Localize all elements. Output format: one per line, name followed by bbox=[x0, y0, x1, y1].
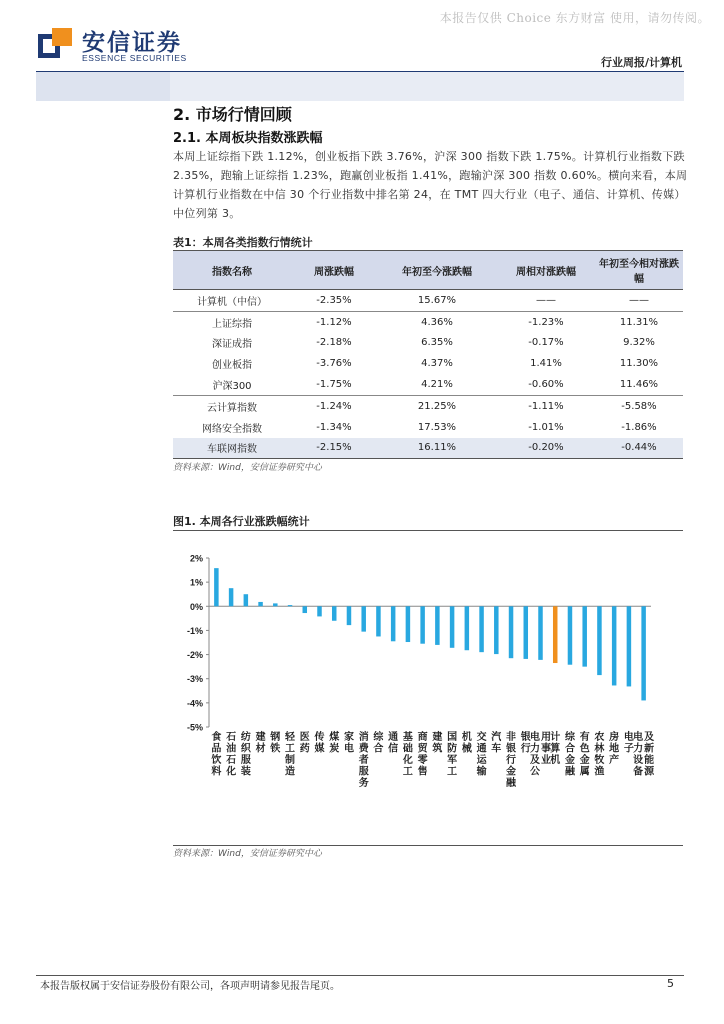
report-type: 行业周报/计算机 bbox=[600, 56, 682, 69]
bar-家电 bbox=[347, 606, 352, 625]
x-tick-label: 国防军工 bbox=[447, 732, 458, 778]
logo-text-en: ESSENCE SECURITIES bbox=[82, 53, 187, 63]
figure-source: 资料来源：Wind，安信证券研究中心 bbox=[173, 849, 322, 859]
y-tick-label: -1% bbox=[186, 625, 203, 636]
table-cell: 6.35% bbox=[421, 337, 453, 349]
bar-电子 bbox=[627, 606, 632, 686]
x-tick-label: 食品饮料 bbox=[211, 732, 222, 778]
page-number: 5 bbox=[667, 977, 674, 990]
table-row bbox=[173, 395, 683, 416]
x-tick-label: 商贸零售 bbox=[417, 732, 428, 778]
table-cell: 11.30% bbox=[619, 358, 659, 370]
bar-非银行金融 bbox=[509, 606, 514, 658]
table-header-cell: 周相对涨跌幅 bbox=[497, 251, 595, 290]
y-tick-label: 2% bbox=[189, 553, 203, 564]
bar-基础化工 bbox=[406, 606, 411, 642]
table-cell: —— bbox=[595, 290, 683, 312]
x-tick-label: 综合金融 bbox=[564, 732, 575, 778]
footer-disclaimer: 本报告版权属于安信证券股份有限公司，各项声明请参见报告尾页。 bbox=[40, 981, 340, 992]
table-cell: -1.23% bbox=[528, 316, 564, 328]
bar-纺织服装 bbox=[244, 594, 249, 606]
bar-建材 bbox=[258, 602, 263, 606]
table-cell: 9.32% bbox=[623, 337, 655, 349]
table-row bbox=[173, 374, 683, 395]
x-tick-label: 计算机 bbox=[550, 732, 561, 766]
bar-消费者服务 bbox=[361, 606, 366, 631]
table-cell: 11.46% bbox=[595, 374, 683, 395]
x-tick-label: 轻工制造 bbox=[285, 732, 296, 778]
bar-机械 bbox=[465, 606, 470, 650]
bar-综合 bbox=[376, 606, 381, 636]
bar-综合金融 bbox=[568, 606, 573, 664]
table-cell: -1.11% bbox=[528, 400, 564, 412]
table-cell: 网络安全指数 bbox=[202, 423, 262, 435]
x-tick-label: 房地产 bbox=[609, 732, 620, 766]
table-cell: 云计算指数 bbox=[207, 402, 257, 414]
bar-石油石化 bbox=[229, 588, 234, 606]
table-cell: 11.31% bbox=[619, 316, 659, 328]
bar-计算机 bbox=[553, 606, 558, 663]
table-cell: -0.60% bbox=[497, 374, 595, 395]
bar-钢铁 bbox=[273, 603, 278, 606]
table-cell: -5.58% bbox=[621, 400, 657, 412]
bar-有色金属 bbox=[582, 606, 587, 666]
x-tick-label: 电力设备及新能源 bbox=[633, 732, 655, 778]
x-tick-label: 电子 bbox=[623, 732, 634, 755]
table-cell: 车联网指数 bbox=[173, 438, 291, 459]
table-cell: 4.36% bbox=[421, 316, 453, 328]
table-header-cell: 周涨跌幅 bbox=[291, 251, 377, 290]
bar-医药 bbox=[303, 606, 308, 613]
table-cell: -0.44% bbox=[595, 438, 683, 459]
table-cell: -3.76% bbox=[316, 358, 352, 370]
footer-divider bbox=[36, 975, 684, 976]
summary-paragraph: 本周上证综指下跌 1.12%，创业板指下跌 3.76%，沪深 300 指数下跌 1.75%。计算机行业指数下跌 2.35%，跑输上证综指 1.23%，跑赢创业板指 1.41%，跑输沪深 300 指数 0.60%。横向来看，本周计算机行业指数在中信 30 个行业指数中排名第 24，在 TMT 四大行业（电子、通信、计算机、传媒）中位列第 3。 bbox=[173, 150, 688, 220]
x-tick-label: 家电 bbox=[343, 732, 354, 755]
x-tick-label: 电力及公用事业 bbox=[530, 732, 551, 778]
table-cell: -1.75% bbox=[291, 374, 377, 395]
table-cell: 4.21% bbox=[377, 374, 497, 395]
x-tick-label: 基础化工 bbox=[402, 732, 413, 778]
essence-logo-icon bbox=[36, 26, 76, 62]
table-header-row bbox=[173, 251, 683, 290]
table-cell: 1.41% bbox=[530, 358, 562, 370]
x-tick-label: 通信 bbox=[388, 732, 399, 755]
header-band bbox=[36, 72, 170, 101]
table-cell: -2.15% bbox=[291, 438, 377, 459]
table-title: 表1：本周各类指数行情统计 bbox=[173, 236, 313, 249]
x-tick-label: 农林牧渔 bbox=[594, 732, 605, 778]
y-tick-label: 0% bbox=[189, 601, 203, 612]
table-cell: -2.18% bbox=[316, 337, 352, 349]
table-source: 资料来源：Wind，安信证券研究中心 bbox=[173, 463, 322, 473]
x-tick-label: 石油石化 bbox=[226, 732, 237, 778]
bar-银行 bbox=[524, 606, 529, 659]
y-tick-label: -4% bbox=[186, 698, 203, 709]
table-row bbox=[173, 417, 683, 438]
x-tick-label: 非银行金融 bbox=[506, 732, 517, 789]
figure-top-rule bbox=[173, 530, 683, 531]
index-performance-table bbox=[173, 250, 683, 459]
table-row bbox=[173, 353, 683, 374]
bar-建筑 bbox=[435, 606, 440, 645]
table-cell: 深证成指 bbox=[212, 339, 252, 351]
x-tick-label: 综合 bbox=[373, 732, 384, 755]
table-cell: -1.24% bbox=[316, 400, 352, 412]
table-cell: 15.67% bbox=[377, 290, 497, 312]
table-cell: 沪深300 bbox=[173, 374, 291, 395]
table-cell: 上证综指 bbox=[212, 318, 252, 330]
table-cell: -2.35% bbox=[291, 290, 377, 312]
y-tick-label: 1% bbox=[189, 577, 203, 588]
table-row bbox=[173, 311, 683, 332]
bar-轻工制造 bbox=[288, 605, 293, 606]
table-cell: —— bbox=[497, 290, 595, 312]
x-tick-label: 银行 bbox=[520, 732, 531, 755]
industry-change-bar-chart bbox=[173, 540, 683, 845]
bar-商贸零售 bbox=[420, 606, 425, 643]
table-cell: -1.34% bbox=[316, 421, 352, 433]
x-tick-label: 医药 bbox=[299, 732, 310, 755]
watermark: 本报告仅供 Choice 东方财富 使用，请勿传阅。 bbox=[439, 11, 710, 25]
x-tick-label: 钢铁 bbox=[270, 732, 281, 755]
x-tick-label: 交通运输 bbox=[476, 732, 487, 778]
bar-传媒 bbox=[317, 606, 322, 616]
bar-电力及公用事业 bbox=[538, 606, 543, 660]
bar-汽车 bbox=[494, 606, 499, 654]
table-cell: 16.11% bbox=[377, 438, 497, 459]
bar-国防军工 bbox=[450, 606, 455, 648]
subsection-heading: 2.1. 本周板块指数涨跌幅 bbox=[173, 131, 323, 146]
bar-食品饮料 bbox=[214, 568, 219, 606]
x-tick-label: 纺织服装 bbox=[240, 732, 251, 778]
x-tick-label: 有色金属 bbox=[579, 732, 590, 778]
y-tick-label: -3% bbox=[186, 674, 203, 685]
table-cell: -1.01% bbox=[528, 421, 564, 433]
table-cell: 21.25% bbox=[417, 400, 457, 412]
bar-交通运输 bbox=[479, 606, 484, 652]
table-row bbox=[173, 333, 683, 354]
x-tick-label: 消费者服务 bbox=[358, 732, 369, 789]
bar-煤炭 bbox=[332, 606, 337, 620]
x-tick-label: 煤炭 bbox=[329, 732, 340, 755]
table-cell: -1.86% bbox=[621, 421, 657, 433]
table-header-cell: 指数名称 bbox=[173, 251, 291, 290]
table-cell: 计算机（中信） bbox=[173, 290, 291, 312]
table-cell: -0.20% bbox=[497, 438, 595, 459]
bar-通信 bbox=[391, 606, 396, 641]
x-tick-label: 传媒 bbox=[314, 732, 325, 755]
table-cell: 17.53% bbox=[417, 421, 457, 433]
bar-电力设备及新能源 bbox=[641, 606, 646, 700]
table-row bbox=[173, 438, 683, 459]
table-header-cell: 年初至今涨跌幅 bbox=[377, 251, 497, 290]
table-row bbox=[173, 290, 683, 312]
figure-title: 图1. 本周各行业涨跌幅统计 bbox=[173, 515, 310, 528]
header-band-right bbox=[170, 72, 684, 101]
y-tick-label: -2% bbox=[186, 650, 203, 661]
section-heading: 2. 市场行情回顾 bbox=[173, 105, 292, 124]
bar-农林牧渔 bbox=[597, 606, 602, 675]
x-tick-label: 机械 bbox=[461, 732, 472, 755]
table-cell: 4.37% bbox=[421, 358, 453, 370]
bar-房地产 bbox=[612, 606, 617, 685]
table-cell: 创业板指 bbox=[212, 360, 252, 372]
table-cell: -1.12% bbox=[316, 316, 352, 328]
logo-text-cn: 安信证券 bbox=[82, 30, 182, 56]
x-tick-label: 建材 bbox=[255, 732, 266, 755]
table-cell: -0.17% bbox=[528, 337, 564, 349]
x-tick-label: 建筑 bbox=[432, 732, 443, 755]
y-tick-label: -5% bbox=[186, 722, 203, 733]
table-header-cell: 年初至今相对涨跌幅 bbox=[595, 251, 683, 290]
x-tick-label: 汽车 bbox=[491, 732, 502, 755]
